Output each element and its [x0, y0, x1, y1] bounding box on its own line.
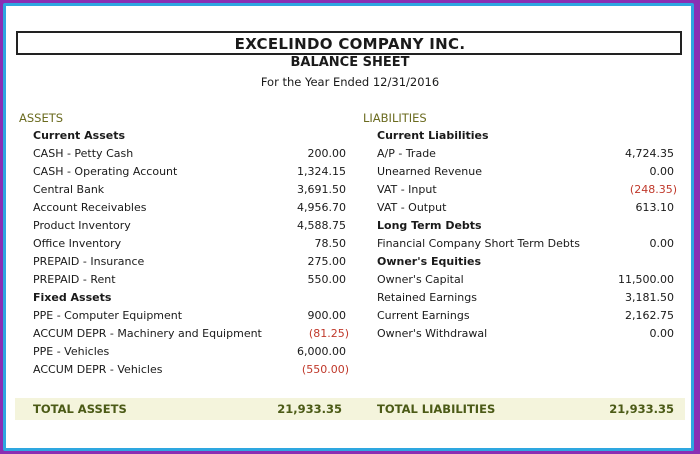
asset-row-value: 1,324.15	[297, 165, 346, 178]
asset-row-label: Product Inventory	[33, 219, 131, 232]
asset-row	[33, 253, 346, 271]
total-assets	[33, 400, 342, 418]
liability-row	[377, 145, 674, 163]
liability-row-value: (248.35)	[629, 183, 677, 196]
fixed-assets-heading-label: Fixed Assets	[33, 291, 112, 304]
asset-row-label: ACCUM DEPR - Vehicles	[33, 363, 163, 376]
equity-row	[377, 271, 674, 289]
asset-row-label: PREPAID - Rent	[33, 273, 116, 286]
asset-row	[33, 145, 346, 163]
equity-row	[377, 325, 674, 343]
total-assets-value: 21,933.35	[277, 402, 342, 416]
asset-row-value: 550.00	[307, 273, 346, 286]
asset-row-value: (550.00)	[301, 363, 349, 376]
asset-row-label: ACCUM DEPR - Machinery and Equipment	[33, 327, 262, 340]
equity-row	[377, 289, 674, 307]
fixed-assets-heading	[33, 289, 349, 307]
liabilities-heading: LIABILITIES	[363, 111, 427, 125]
owners-equities-heading	[377, 253, 677, 271]
current-liabilities-heading-label: Current Liabilities	[377, 129, 489, 142]
equity-row-value: 0.00	[649, 327, 674, 340]
current-assets-heading	[33, 127, 349, 145]
total-liabilities-value: 21,933.35	[609, 402, 674, 416]
equity-row-value: 2,162.75	[625, 309, 674, 322]
long-term-debts-heading	[377, 217, 677, 235]
liability-row-label: Financial Company Short Term Debts	[377, 237, 580, 250]
asset-row	[33, 235, 346, 253]
sheet-title: BALANCE SHEET	[290, 55, 410, 70]
asset-row-value: 4,956.70	[297, 201, 346, 214]
asset-row-label: Account Receivables	[33, 201, 147, 214]
asset-row	[33, 217, 346, 235]
current-liabilities-heading	[377, 127, 677, 145]
asset-row	[33, 307, 346, 325]
total-liabilities	[377, 400, 674, 418]
asset-row-label: PPE - Computer Equipment	[33, 309, 183, 322]
total-assets-label: TOTAL ASSETS	[33, 402, 127, 416]
liability-row-value: 613.10	[635, 201, 674, 214]
asset-row	[33, 181, 346, 199]
long-term-debts-heading-label: Long Term Debts	[377, 219, 482, 232]
asset-row-label: Office Inventory	[33, 237, 122, 250]
asset-row-label: Central Bank	[33, 183, 105, 196]
asset-row-value: (81.25)	[308, 327, 349, 340]
assets-heading: ASSETS	[19, 111, 64, 125]
liability-row-label: A/P - Trade	[377, 147, 436, 160]
asset-row-value: 200.00	[307, 147, 346, 160]
liability-row-value: 0.00	[649, 165, 674, 178]
asset-row	[33, 325, 349, 343]
liability-row-value: 4,724.35	[625, 147, 674, 160]
liability-row	[377, 163, 674, 181]
liability-row-label: Unearned Revenue	[377, 165, 482, 178]
asset-row-value: 900.00	[307, 309, 346, 322]
asset-row	[33, 199, 346, 217]
equity-row-value: 11,500.00	[618, 273, 674, 286]
equity-row-label: Owner's Capital	[377, 273, 464, 286]
owners-equities-heading-label: Owner's Equities	[377, 255, 482, 268]
current-assets-heading-label: Current Assets	[33, 129, 126, 142]
asset-row	[33, 361, 349, 379]
asset-row	[33, 163, 346, 181]
company-name: EXCELINDO COMPANY INC.	[234, 35, 466, 53]
equity-row	[377, 307, 674, 325]
asset-row	[33, 343, 346, 361]
asset-row-label: CASH - Petty Cash	[33, 147, 134, 160]
asset-row-value: 6,000.00	[297, 345, 346, 358]
asset-row-label: CASH - Operating Account	[33, 165, 178, 178]
asset-row-value: 275.00	[307, 255, 346, 268]
asset-row-label: PPE - Vehicles	[33, 345, 110, 358]
equity-row-label: Current Earnings	[377, 309, 470, 322]
liability-row-label: VAT - Input	[377, 183, 437, 196]
liability-row	[377, 199, 674, 217]
equity-row-label: Retained Earnings	[377, 291, 477, 304]
equity-row-value: 3,181.50	[625, 291, 674, 304]
total-liabilities-label: TOTAL LIABILITIES	[377, 402, 496, 416]
liability-row	[377, 181, 677, 199]
liability-row-value: 0.00	[649, 237, 674, 250]
asset-row-value: 4,588.75	[297, 219, 346, 232]
asset-row-value: 3,691.50	[297, 183, 346, 196]
liability-row-label: VAT - Output	[377, 201, 447, 214]
equity-row-label: Owner's Withdrawal	[377, 327, 488, 340]
asset-row	[33, 271, 346, 289]
report-period: For the Year Ended 12/31/2016	[260, 75, 440, 89]
liability-row	[377, 235, 674, 253]
asset-row-label: PREPAID - Insurance	[33, 255, 145, 268]
asset-row-value: 78.50	[314, 237, 346, 250]
